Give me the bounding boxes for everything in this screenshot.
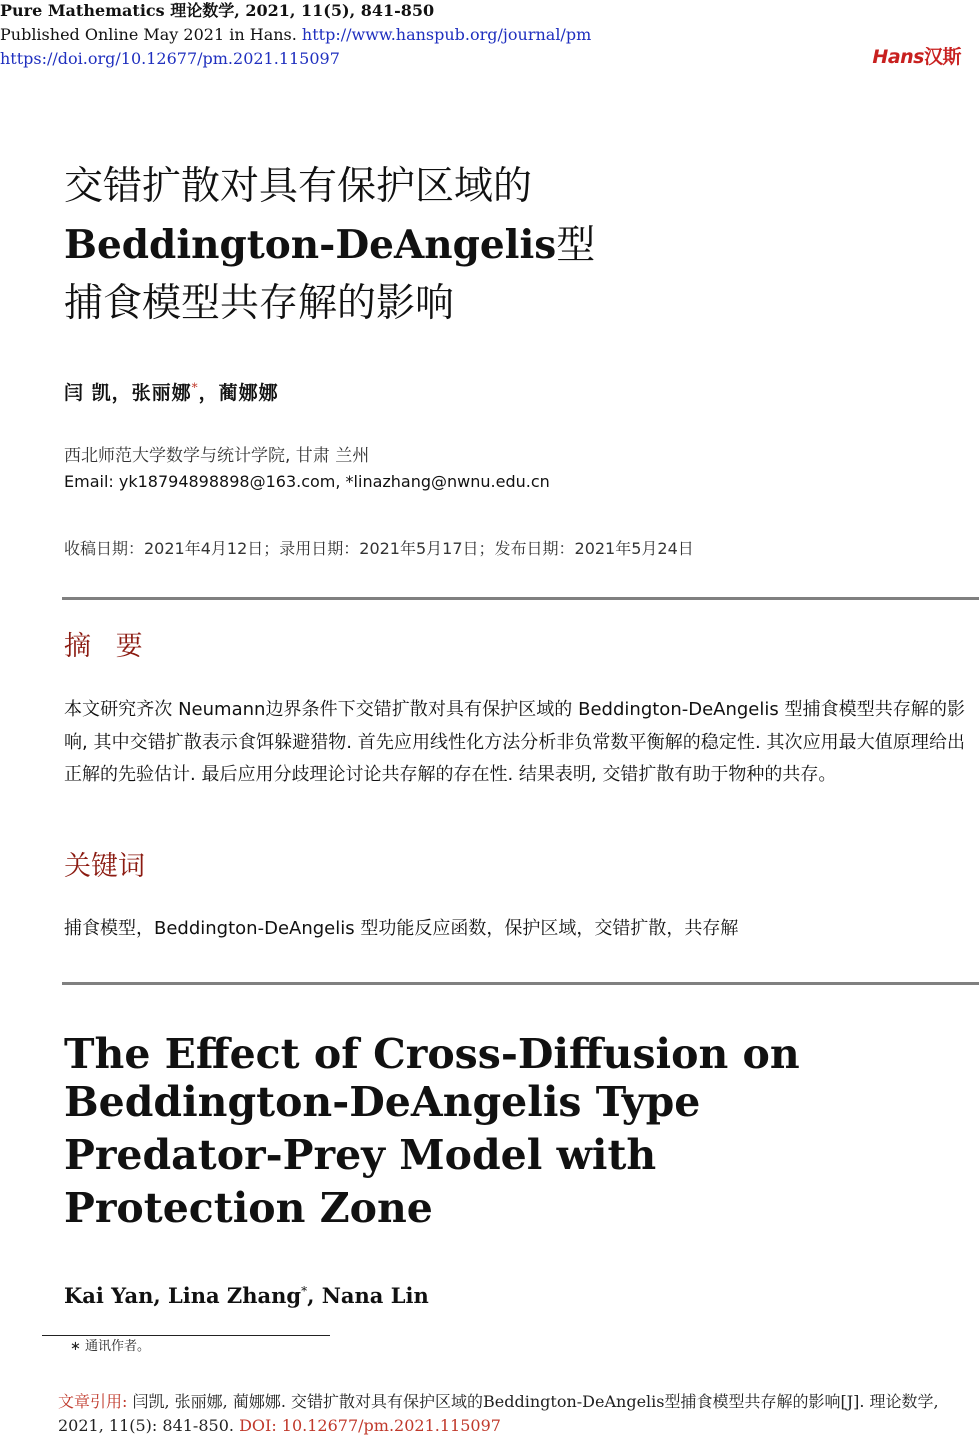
- affiliation: 西北师范大学数学与统计学院, 甘肃 兰州: [64, 446, 370, 466]
- logo-cjk: 汉斯: [923, 46, 961, 68]
- publication-line: [0, 24, 591, 46]
- journal-link[interactable]: http://www.hanspub.org/journal/pm: [301, 25, 592, 44]
- keywords-text: 捕食模型，Beddington-DeAngelis 型功能反应函数，保护区域，交错扩散，共存解: [64, 918, 739, 939]
- english-authors-part2: , Nana Lin: [307, 1283, 429, 1308]
- footnote-mark: ∗: [70, 1339, 81, 1354]
- published-text: Published Online May 2021 in Hans.: [0, 25, 297, 44]
- section-divider: [62, 597, 979, 600]
- dates-line: 收稿日期：2021年4月12日；录用日期：2021年5月17日；发布日期：2021年5月24日: [64, 539, 694, 558]
- chinese-title-line3: 捕食模型共存解的影响: [64, 281, 455, 326]
- footnote-text: 通讯作者。: [85, 1339, 151, 1354]
- english-authors: [64, 1283, 429, 1308]
- corresponding-mark: *: [191, 380, 199, 395]
- english-title: [64, 1030, 800, 1232]
- english-title-line3: Predator-Prey Model with: [64, 1131, 657, 1179]
- english-corresponding-mark: *: [301, 1284, 308, 1298]
- abstract-heading: 摘 要: [64, 631, 151, 662]
- chinese-title-line1: 交错扩散对具有保护区域的: [64, 164, 533, 209]
- chinese-title-line2: [64, 216, 595, 275]
- english-title-line1: The Effect of Cross-Diffusion on: [64, 1030, 800, 1078]
- chinese-authors: [64, 378, 279, 405]
- citation-text: 闫凯, 张丽娜, 蔺娜娜. 交错扩散对具有保护区域的Beddington-DeAngelis型捕食模型共存解的影响[J]. 理论数学, 2021, 11(5): 841-850.: [58, 1392, 939, 1435]
- section-divider-2: [62, 982, 979, 985]
- keywords-heading: 关键词: [64, 851, 145, 882]
- citation-doi[interactable]: DOI: 10.12677/pm.2021.115097: [239, 1416, 501, 1435]
- chinese-authors-part2: ，蔺娜娜: [198, 382, 279, 404]
- hans-logo: [872, 42, 961, 69]
- footnote: [70, 1335, 150, 1354]
- chinese-authors-part1: 闫 凯，张丽娜: [64, 382, 192, 404]
- chinese-title-type: 型: [556, 223, 596, 268]
- doi-link[interactable]: https://doi.org/10.12677/pm.2021.115097: [0, 49, 340, 68]
- logo-latin: Hans: [872, 46, 924, 68]
- chinese-title-latin: Beddington-DeAngelis: [64, 222, 557, 268]
- citation-label: 文章引用:: [58, 1392, 128, 1411]
- english-authors-part1: Kai Yan, Lina Zhang: [64, 1283, 302, 1308]
- email-line: Email: yk18794898898@163.com, *linazhang@nwnu.edu.cn: [64, 472, 550, 491]
- journal-header: Pure Mathematics 理论数学, 2021, 11(5), 841-850: [0, 1, 435, 20]
- abstract-text: 本文研究齐次 Neumann边界条件下交错扩散对具有保护区域的 Beddington-DeAngelis 型捕食模型共存解的影响, 其中交错扩散表示食饵躲避猎物. 首先应用线性化方法分析非负常数平衡解的稳定性. 其次应用最大值原理给出正解的先验估计. 最后应用分歧理论讨论共存解的存在性. 结果表明, 交错扩散有助于物种的共存。: [64, 699, 965, 785]
- english-title-line2: Beddington-DeAngelis Type: [64, 1078, 701, 1126]
- citation: [58, 1390, 965, 1438]
- english-title-line4: Protection Zone: [64, 1184, 433, 1232]
- chinese-title: [64, 158, 595, 333]
